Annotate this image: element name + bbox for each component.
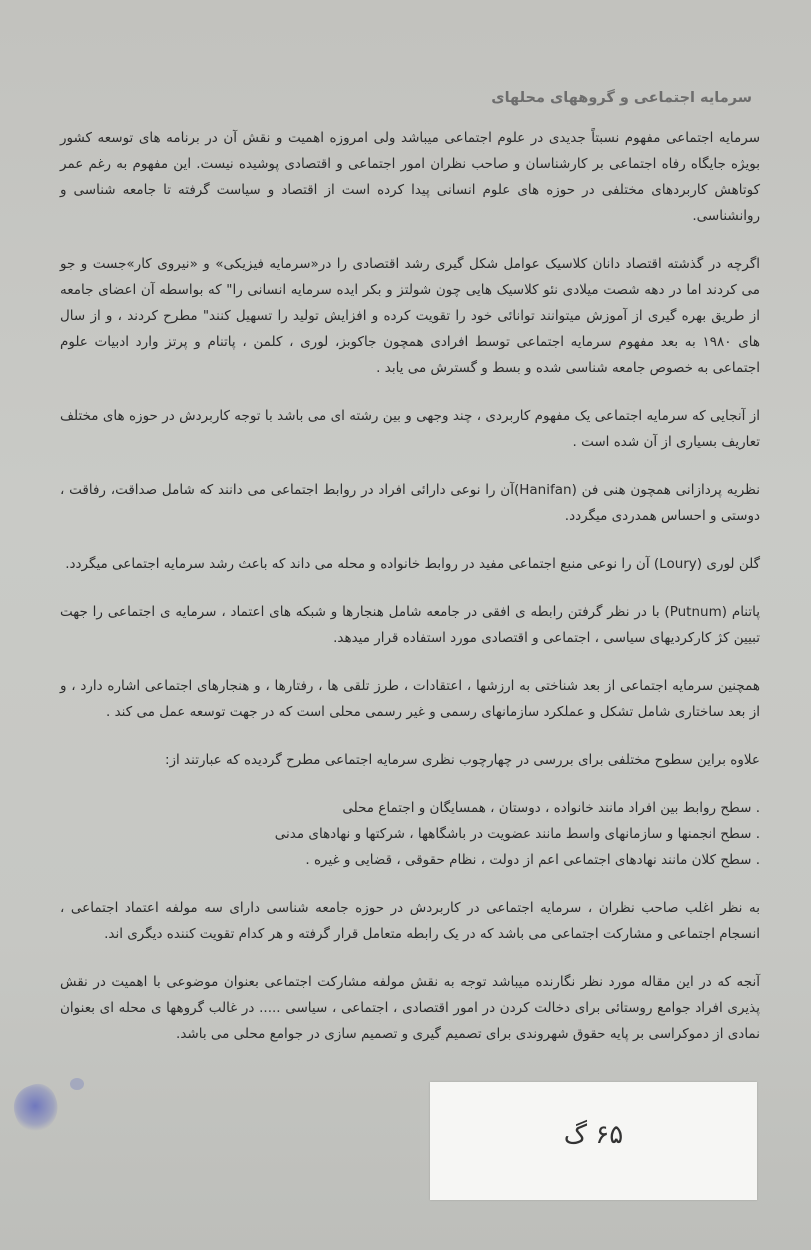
list-item: . سطح کلان مانند نهادهای اجتماعی اعم از دولت ، نظام حقوقی ، قضایی و غیره . xyxy=(305,852,760,868)
paragraph-2: اگرچه در گذشته اقتصاد دانان کلاسیک عوامل شکل گیری رشد اقتصادی را در«سرمایه فیزیکی» و «نیروی کار»جست و جو می کردند اما در دهه شصت میلادی نئو کلاسیک هایی چون شولتز و بکر ایده سرمایه انسانی را" که بواسطه آن اعضای جامعه از طریق بهره گیری از آموزش میتوانند توانائی خود را تقویت کرده و افزایش تولید را تسهیل کنند" مطرح کردند ، و از سال های ۱۹۸۰ به بعد مفهوم سرمایه اجتماعی توسط افرادی همچون جاکوبز، لوری ، کلمن ، پاتنام و پرتز وارد ادبیات علوم اجتماعی به خصوص جامعه شناسی شده و بسط و گسترش می یابد . xyxy=(60,256,761,376)
page-number-sticker xyxy=(430,1082,757,1200)
document-body xyxy=(60,85,760,1069)
paragraph-1: سرمایه اجتماعی مفهوم نسبتاً جدیدی در علوم اجتماعی میباشد ولی امروزه اهمیت و نقش آن در برنامه های توسعه کشور بویژه جایگاه رفاه اجتماعی بر کارشناسان و صاحب نظران امور اجتماعی و اقتصادی پوشیده نیست. این مفهوم به رغم عمر کوتاهش کاربردهای مختلفی در حوزه های علوم انسانی پیدا کرده است از اقتصاد و سیاست گرفته تا جامعه شناسی و روانشناسی. xyxy=(60,130,760,224)
paragraph-6: پاتنام (Putnum) با در نظر گرفتن رابطه ی افقی در جامعه شامل هنجارها و شبکه های اعتماد ، سرمایه ی اجتماعی را جهت تبیین کژ کارکردیهای سیاسی ، اجتماعی و اقتصادی مورد استفاده قرار میدهد. xyxy=(60,604,761,646)
document-title: سرمایه اجتماعی و گروههای محلهای xyxy=(491,90,752,106)
ink-smudge xyxy=(7,1079,64,1137)
paragraph-5: گلن لوری (Loury) آن را نوعی منبع اجتماعی مفید در روابط خانواده و محله می داند که باعث رشد سرمایه اجتماعی میگردد. xyxy=(65,556,760,572)
paragraph-4: نظریه پردازانی همچون هنی فن (Hanifan)آن را نوعی دارائی افراد در روابط اجتماعی می دانند که شامل صداقت، رفاقت ، دوستی و احساس همدردی میگردد. xyxy=(60,482,760,524)
paragraph-8: علاوه براین سطوح مختلفی برای بررسی در چهارچوب نظری سرمایه اجتماعی مطرح گردیده که عبارتند از: xyxy=(164,752,760,768)
list-item: . سطح روابط بین افراد مانند خانواده ، دوستان ، همسایگان و اجتماع محلی xyxy=(342,800,760,816)
ink-smudge-small xyxy=(70,1078,84,1090)
paragraph-10: آنجه که در این مقاله مورد نظر نگارنده میباشد توجه به نقش مولفه مشارکت اجتماعی بعنوان موضوعی با اهمیت در نقش پذیری افراد جوامع روستائی برای دخالت کردن در امور اقتصادی ، اجتماعی ، سیاسی ..... در غالب گروهها ی محله ای بعنوان نمادی از دموکراسی بر پایه حقوق شهروندی برای تصمیم گیری و تصمیم سازی در جوامع محلی می باشد. xyxy=(60,974,760,1042)
page-number-label: ۶۵ گ xyxy=(563,1120,624,1150)
paragraph-9: به نظر اغلب صاحب نظران ، سرمایه اجتماعی در کاربردش در حوزه جامعه شناسی دارای سه مولفه اعتماد اجتماعی ، انسجام اجتماعی و مشارکت اجتماعی می باشد که در یک رابطه متعامل قرار گرفته و هر کدام تقویت کننده دیگری اند. xyxy=(60,900,760,942)
list-item: . سطح انجمنها و سازمانهای واسط مانند عضویت در باشگاهها ، شرکتها و نهادهای مدنی xyxy=(274,826,760,842)
levels-list xyxy=(60,795,760,873)
paragraph-7: همچنین سرمایه اجتماعی از بعد شناختی به ارزشها ، اعتقادات ، طرز تلقی ها ، رفتارها ، و هنجارهای اجتماعی اشاره دارد ، و از بعد ساختاری شامل تشکل و عملکرد سازمانهای رسمی و غیر رسمی محلی است که در جهت توسعه عمل می کند . xyxy=(60,678,760,720)
paragraph-3: از آنجایی که سرمایه اجتماعی یک مفهوم کاربردی ، چند وجهی و بین رشته ای می باشد با توجه کاربردش در حوزه های مختلف تعاریف بسیاری از آن شده است . xyxy=(60,408,760,450)
